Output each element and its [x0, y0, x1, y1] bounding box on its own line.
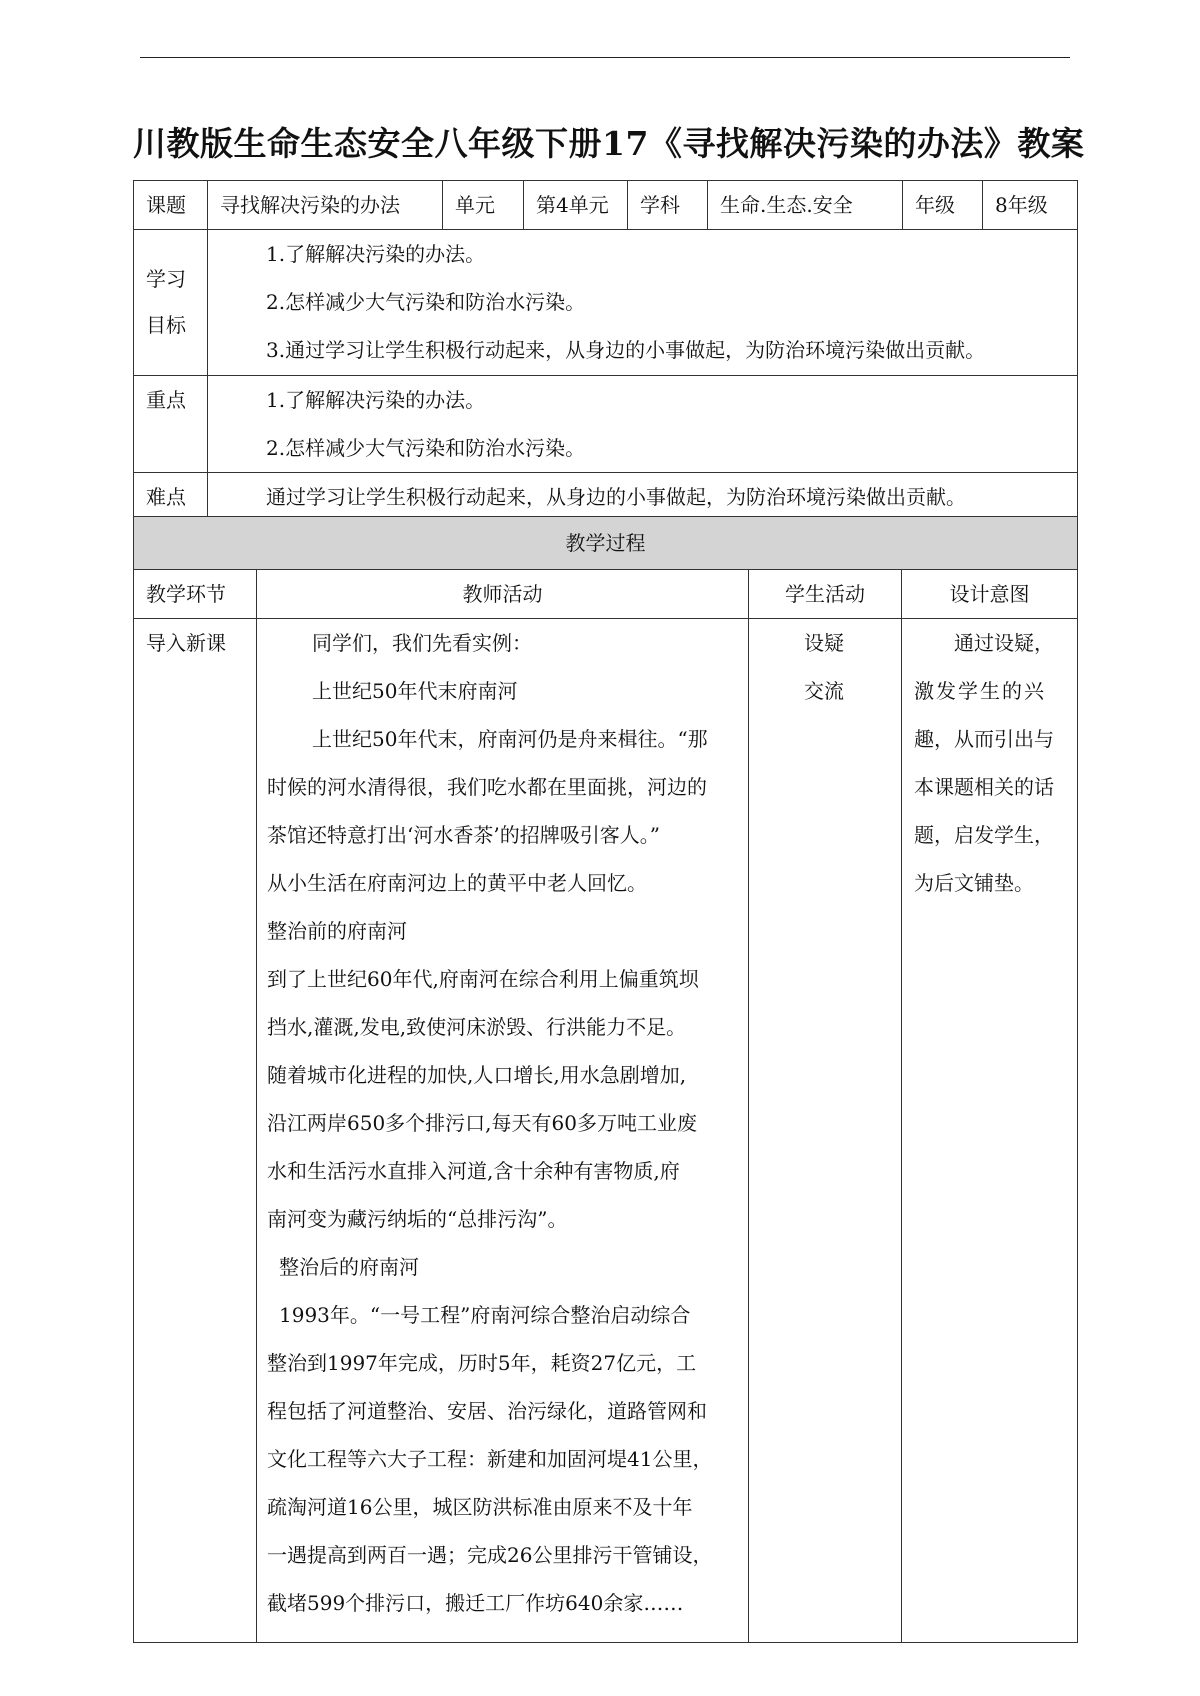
- info-row: [134, 181, 1078, 230]
- goals-row: [134, 230, 1078, 376]
- difficulty-row: [134, 473, 1078, 522]
- teacher-line: 挡水,灌溉,发电,致使河床淤毁、行洪能力不足。: [267, 1015, 687, 1039]
- design-line: 趣，从而引出与: [914, 727, 1054, 751]
- header-rule: [140, 57, 1070, 58]
- topic-label: 课题: [134, 181, 208, 230]
- process-body-row: [134, 619, 1078, 1643]
- teacher-line: 疏淘河道16公里，城区防洪标准由原来不及十年: [267, 1495, 693, 1519]
- key-point-item: 1.了解解决污染的办法。: [266, 388, 486, 412]
- teacher-line: 上世纪50年代末府南河: [312, 679, 518, 703]
- subject-label: 学科: [628, 181, 708, 230]
- teacher-line: 上世纪50年代末，府南河仍是舟来楫往。“那: [312, 727, 708, 751]
- col-stage-header: 教学环节: [134, 570, 257, 619]
- unit-label: 单元: [443, 181, 524, 230]
- design-line: 题，启发学生，: [914, 823, 1054, 847]
- subject-value: 生命.生态.安全: [708, 181, 903, 230]
- difficulty-label: 难点: [134, 473, 208, 522]
- teacher-line: 整治到1997年完成，历时5年，耗资27亿元，工: [267, 1351, 697, 1375]
- student-activity-cell: [749, 619, 902, 1643]
- process-header-row: [134, 570, 1078, 619]
- lesson-info-table: [133, 180, 1078, 522]
- teacher-activity-cell: [257, 619, 749, 1643]
- col-design-header: 设计意图: [902, 570, 1078, 619]
- teacher-line: 茶馆还特意打出‘河水香茶’的招牌吸引客人。”: [267, 823, 660, 847]
- col-student-header: 学生活动: [749, 570, 902, 619]
- design-line: 激发学生的兴: [914, 679, 1046, 703]
- key-points-content: [208, 376, 1078, 473]
- teacher-line: 水和生活污水直排入河道,含十余种有害物质,府: [267, 1159, 680, 1183]
- teacher-line: 时候的河水清得很，我们吃水都在里面挑，河边的: [267, 775, 707, 799]
- teacher-line: 文化工程等六大子工程：新建和加固河堤41公里，: [267, 1447, 713, 1471]
- teacher-line: 从小生活在府南河边上的黄平中老人回忆。: [267, 871, 647, 895]
- key-point-item: 2.怎样减少大气污染和防治水污染。: [266, 436, 586, 460]
- teacher-line: 沿江两岸650多个排污口,每天有60多万吨工业废: [267, 1111, 697, 1135]
- teacher-line: 随着城市化进程的加快,人口增长,用水急剧增加,: [267, 1063, 687, 1087]
- design-line: 通过设疑，: [954, 631, 1054, 655]
- process-title: 教学过程: [134, 517, 1078, 570]
- teacher-line: 整治前的府南河: [267, 919, 407, 943]
- unit-value: 第4单元: [524, 181, 628, 230]
- teacher-line: 同学们，我们先看实例：: [312, 631, 532, 655]
- goal-item: 3.通过学习让学生积极行动起来，从身边的小事做起，为防治环境污染做出贡献。: [266, 338, 986, 362]
- goal-item: 2.怎样减少大气污染和防治水污染。: [266, 290, 586, 314]
- teacher-line: 截堵599个排污口，搬迁工厂作坊640余家……: [267, 1591, 684, 1615]
- document-title: 川教版生命生态安全八年级下册17《寻找解决污染的办法》教案: [133, 124, 1085, 163]
- teacher-line: 南河变为藏污纳垢的“总排污沟”。: [267, 1207, 568, 1231]
- design-line: 为后文铺垫。: [914, 871, 1034, 895]
- topic-value: 寻找解决污染的办法: [208, 181, 443, 230]
- teacher-line: 整治后的府南河: [279, 1255, 419, 1279]
- process-title-row: [134, 517, 1078, 570]
- goal-item: 1.了解解决污染的办法。: [266, 242, 486, 266]
- teacher-line: 程包括了河道整治、安居、治污绿化，道路管网和: [267, 1399, 707, 1423]
- difficulty-content: [208, 473, 1078, 522]
- grade-value: 8年级: [983, 181, 1078, 230]
- design-intent-cell: [902, 619, 1078, 1643]
- teacher-line: 1993年。“一号工程”府南河综合整治启动综合: [279, 1303, 691, 1327]
- stage-cell: 导入新课: [134, 619, 257, 1643]
- goals-content: [208, 230, 1078, 376]
- teaching-process-table: [133, 516, 1078, 1643]
- student-line: 交流: [804, 679, 844, 703]
- design-line: 本课题相关的话: [914, 775, 1054, 799]
- teacher-line: 到了上世纪60年代,府南河在综合利用上偏重筑坝: [267, 967, 699, 991]
- grade-label: 年级: [903, 181, 983, 230]
- student-line: 设疑: [804, 631, 844, 655]
- key-points-row: [134, 376, 1078, 473]
- goals-label-line1: 学习: [146, 267, 186, 291]
- goals-label-line2: 目标: [146, 313, 186, 337]
- key-points-label: 重点: [134, 376, 208, 473]
- col-teacher-header: 教师活动: [257, 570, 749, 619]
- difficulty-text: 通过学习让学生积极行动起来，从身边的小事做起，为防治环境污染做出贡献。: [266, 485, 966, 509]
- teacher-line: 一遇提高到两百一遇；完成26公里排污干管铺设，: [267, 1543, 713, 1567]
